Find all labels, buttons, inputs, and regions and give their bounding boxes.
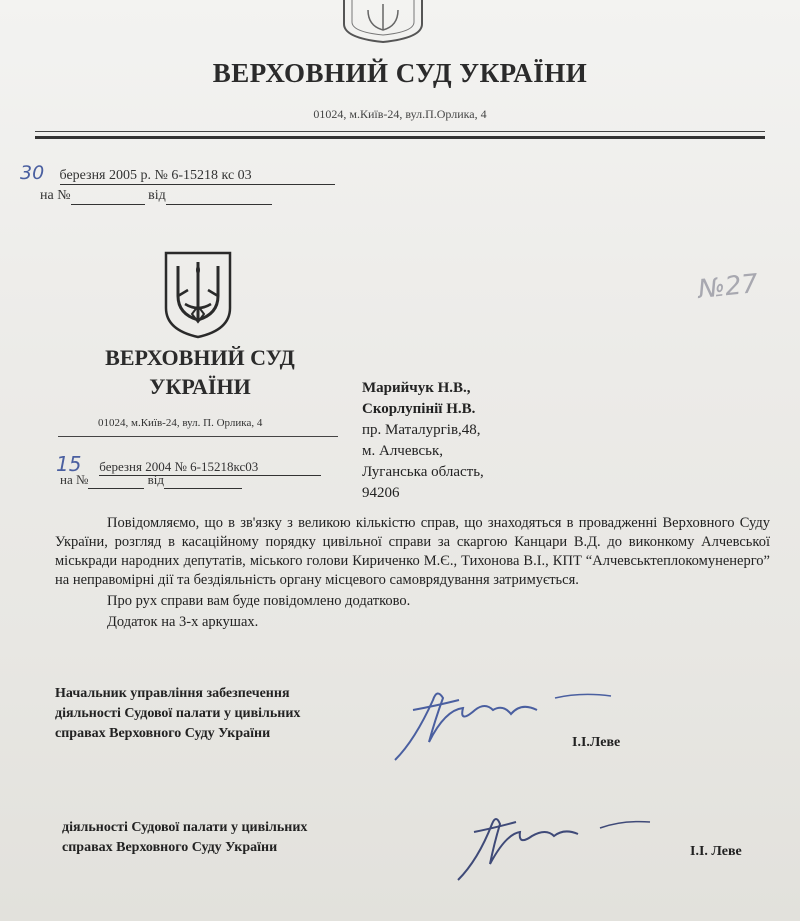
signature-title-line-3: справах Верховного Суду України (55, 726, 271, 741)
handwritten-day-top: 30 (20, 162, 45, 184)
court-title-inner-line2: УКРАЇНИ (149, 374, 251, 399)
signer-name: І.І.Леве (572, 735, 621, 750)
court-address-top: 01024, м.Київ-24, вул.П.Орлика, 4 (313, 107, 487, 121)
signature-copy-line-2: справах Верховного Суду України (62, 840, 278, 855)
recipient-postcode: 94206 (362, 485, 400, 501)
to-no-label: на № (40, 188, 71, 203)
top-reference-date (20, 162, 335, 185)
signature-title (55, 684, 300, 744)
inner-from-label: від (147, 472, 165, 487)
court-title-inner-line1: ВЕРХОВНИЙ СУД (105, 345, 295, 370)
from-label: від (148, 188, 166, 203)
recipient-street: пр. Маталургів,48, (362, 422, 481, 438)
margin-note: №27 (696, 268, 760, 306)
recipient-block (362, 378, 484, 504)
body-paragraph-2: Про рух справи вам буде повідомлено додатково. (107, 593, 411, 609)
top-reference-text: березня 2005 р. № 6-15218 кс 03 (60, 168, 335, 185)
handwritten-day-inner: 15 (56, 452, 82, 476)
court-title-top: ВЕРХОВНИЙ СУД УКРАЇНИ (212, 58, 588, 88)
header-rule-top (35, 131, 765, 132)
recipient-name-2: Скорлупінії Н.В. (362, 401, 476, 417)
recipient-city: м. Алчевськ, (362, 443, 444, 459)
recipient-name-1: Марийчук Н.В., (362, 380, 471, 396)
handwritten-signature-copy-icon (450, 808, 670, 888)
inner-reference-text: березня 2004 № 6-15218кс03 (99, 459, 321, 476)
coat-of-arms-top-icon (338, 0, 428, 44)
trident-coat-of-arms-icon (163, 250, 233, 340)
signature-copy-line-1: діяльності Судової палати у цивільних (62, 820, 308, 835)
signature-copy-title (62, 818, 307, 858)
inner-reference-to (60, 472, 242, 489)
signature-title-line-2: діяльності Судової палати у цивільних (55, 706, 301, 721)
signer-name-copy: І.І. Леве (690, 844, 742, 859)
signature-title-line-1: Начальник управління забезпечення (55, 686, 290, 701)
top-reference-to (40, 188, 272, 205)
letter-body (55, 514, 770, 632)
inner-to-no-label: на № (60, 472, 89, 487)
inner-header-rule (58, 436, 338, 437)
court-address-inner: 01024, м.Київ-24, вул. П. Орлика, 4 (98, 417, 263, 429)
body-paragraph-3: Додаток на 3-х аркушах. (107, 614, 259, 630)
body-paragraph-1: Повідомляємо, що в зв'язку з великою кількістю справ, що знаходяться в провадженні Верховного Суду України, розгляд в касаційному порядку цивільної справи за скаргою Канцари В.Д. до виконкому Алчевської міськради народних депутатів, міського голови Кириченко М.Є., Тихонова В.І., КПТ “Алчевськтеплокомуненерго” на неправомірні дії та бездіяльність органу місцевого самоврядування затримується. (55, 515, 770, 588)
header-rule-bottom (35, 136, 765, 139)
recipient-region: Луганська область, (362, 464, 484, 480)
handwritten-signature-icon (385, 680, 615, 770)
